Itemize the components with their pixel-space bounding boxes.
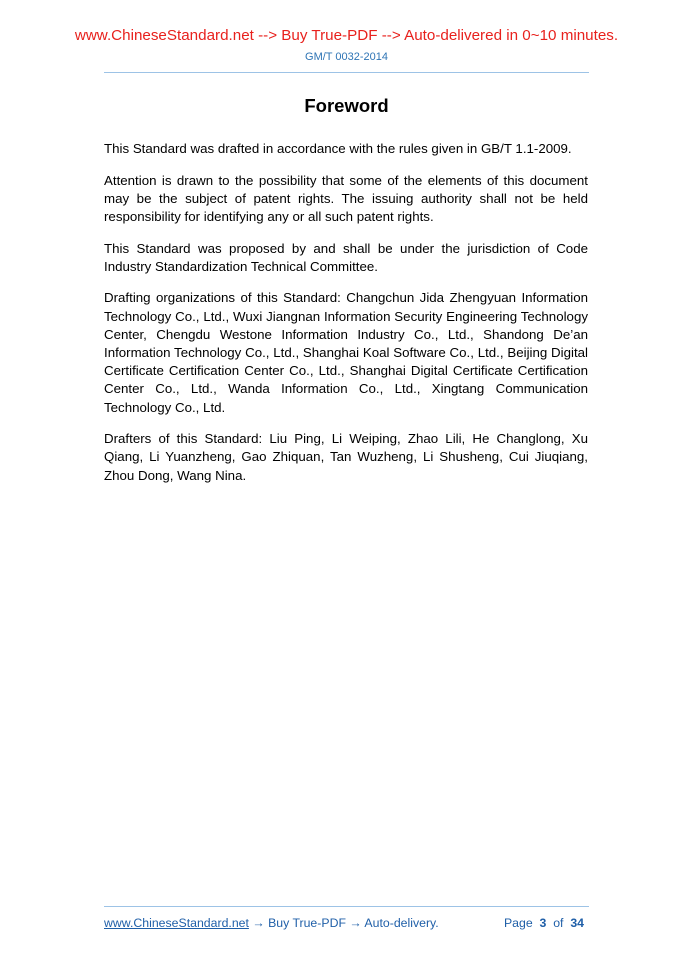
page-label: Page	[503, 916, 533, 930]
paragraph-drafting-organizations: Drafting organizations of this Standard: Changchun Jida Zhengyuan Information Technology Co., Ltd., Wuxi Jiangnan Information Security Engineering Technology Center, Chengdu Westone Information Industry Co., Ltd., Shandong De’an Information Technology Co., Ltd., Shanghai Koal Software Co., Ltd., Beijing Digital Certificate Certification Center Co., Ltd., Shanghai Digital Certificate Certification Center Co., Ltd., Wanda Information Co., Ltd., Xingtang Communication Technology Co., Ltd.	[104, 290, 588, 415]
page-title: Foreword	[304, 95, 389, 116]
paragraph-jurisdiction: This Standard was proposed by and shall be under the jurisdiction of Code Industry Standardization Technical Committee.	[104, 240, 588, 274]
page-total: 34	[570, 916, 584, 930]
footer-site-link[interactable]: www.ChineseStandard.net	[104, 916, 249, 930]
paragraph-patent-notice: Attention is drawn to the possibility that some of the elements of this document may be the subject of patent rights. The issuing authority shall not be held responsibility for identifying any or all such patent rights.	[104, 172, 588, 224]
paragraph-drafting-rules: This Standard was drafted in accordance with the rules given in GB/T 1.1-2009.	[104, 141, 572, 156]
footer-arrow-icon: →	[248, 916, 269, 930]
promo-banner	[0, 27, 693, 44]
of-label: of	[553, 916, 564, 930]
footer-arrow-icon: →	[345, 916, 365, 930]
paragraph-drafters: Drafters of this Standard: Liu Ping, Li Weiping, Zhao Lili, He Changlong, Xu Qiang, Li Yuanzheng, Gao Zhiquan, Tan Wuzheng, Li Shusheng, Cui Jiuqiang, Zhou Dong, Wang Nina.	[104, 431, 588, 483]
header-divider	[104, 72, 589, 73]
footer-links	[104, 916, 439, 930]
promo-text: --> Buy True-PDF --> Auto-delivered in 0~10 minutes.	[253, 27, 619, 44]
footer-divider	[104, 906, 589, 907]
footer-delivery-text: Auto-delivery.	[364, 916, 439, 930]
document-body	[104, 140, 588, 498]
promo-site-link[interactable]: www.ChineseStandard.net	[74, 27, 254, 44]
standard-code: GM/T 0032-2014	[305, 51, 388, 63]
page-number: 3	[539, 916, 547, 930]
page-indicator	[504, 916, 584, 930]
footer-buy-text: Buy True-PDF	[268, 916, 346, 930]
